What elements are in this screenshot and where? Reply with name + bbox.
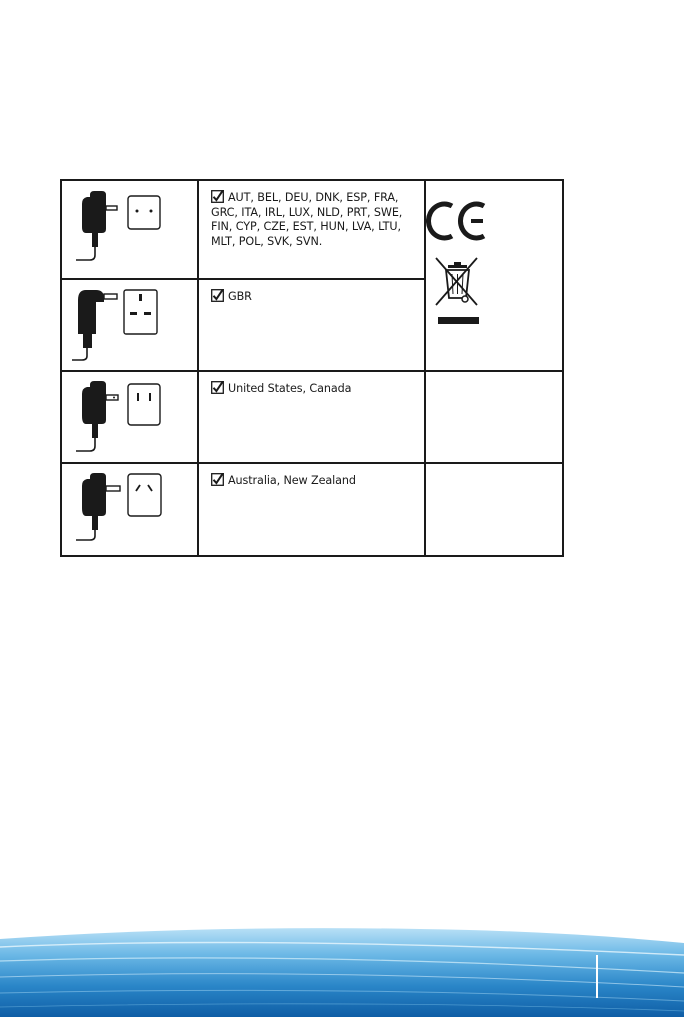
checked-checkbox-icon: [211, 381, 224, 394]
us-plug-adapter-icon: [62, 372, 197, 462]
checked-checkbox-icon: [211, 190, 224, 203]
country-cell-uk: [199, 280, 426, 372]
uk-plug-adapter-icon: [62, 280, 197, 370]
plug-compatibility-table: [60, 179, 564, 557]
compliance-marks: [426, 181, 560, 370]
au-plug-adapter-icon: [62, 464, 197, 553]
page-divider-line: [596, 955, 598, 998]
eu-plug-adapter-icon: [62, 181, 197, 278]
plug-cell-eu: [62, 181, 199, 280]
weee-crossed-bin-icon: [436, 258, 479, 324]
ce-mark-icon: [428, 204, 484, 238]
footer-wave-decoration: [0, 917, 684, 1017]
plug-cell-au: [62, 464, 199, 555]
country-list-au: Australia, New Zealand: [228, 474, 356, 487]
plug-cell-uk: [62, 280, 199, 372]
checked-checkbox-icon: [211, 289, 224, 302]
country-cell-us: [199, 372, 426, 464]
country-list-eu: AUT, BEL, DEU, DNK, ESP, FRA, GRC, ITA, IRL, LUX, NLD, PRT, SWE, FIN, CYP, CZE, EST, HUN, LVA, LTU, MLT, POL, SVK, SVN.: [211, 191, 403, 248]
country-list-uk: GBR: [228, 290, 252, 303]
country-cell-eu: [199, 181, 426, 280]
empty-cell-au: [426, 464, 562, 555]
checked-checkbox-icon: [211, 473, 224, 486]
country-cell-au: [199, 464, 426, 555]
country-list-us: United States, Canada: [228, 382, 352, 395]
compliance-marks-cell: [426, 181, 562, 372]
empty-cell-us: [426, 372, 562, 464]
plug-cell-us: [62, 372, 199, 464]
